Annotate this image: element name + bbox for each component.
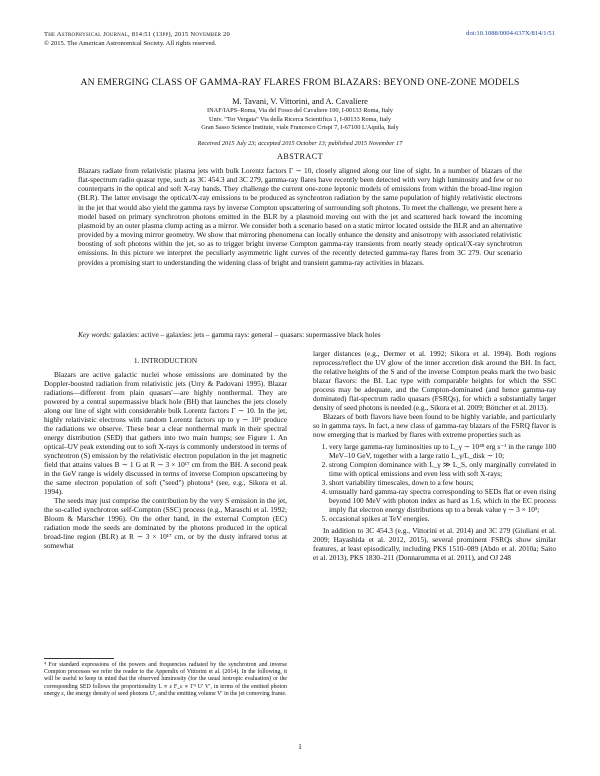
keywords-label: Key words: <box>78 330 112 339</box>
right-column <box>313 349 556 562</box>
footnote: ⁴ For standard expressions of the powers and frequencies radiated by the synchrotron and inverse Compton processes we refer the reader to the Appendix of Vittorini et al. (2014). In the following, it will be useful to keep in mind that the observed luminosity (for the usual isotropic evaluation) or the corresponding SED follows the proportionality L ∝ ε F_ε ∝ Γ⁴ U′ V′, in terms of the emitted photon energy ε, the energy density of seed photons U′, and the emitting volume V′ in the jet comoving frame. <box>44 662 287 697</box>
running-header <box>44 30 230 48</box>
publication-dates: Received 2015 July 23; accepted 2015 October 13; published 2015 November 17 <box>197 140 403 147</box>
affiliation-3: Gran Sasso Science Institute, viale Francesco Crispi 7, I-67100 L'Aquila, Italy <box>201 124 399 132</box>
list-item: 2. strong Compton dominance with L_γ ≫ L_S, only marginally correlated in time with optical emissions and even less with soft X-rays; <box>329 460 556 478</box>
journal-line: The Astrophysical Journal, 814:51 (13pp), 2015 November 20 <box>44 31 231 38</box>
body-paragraph: In addition to 3C 454.3 (e.g., Vittorini et al. 2014) and 3C 279 (Giuliani et al. 2009; Hayashida et al. 2012, 2015), several prominent FSRQs show similar features, at least episodically, including PKS 1510–089 (Abdo et al. 2010a; Saito et al. 2013), PKS 1830–211 (Donnarumma et al. 2011), and OJ 248 <box>313 526 556 562</box>
abstract-heading: ABSTRACT <box>277 152 323 161</box>
section-heading: 1. INTRODUCTION <box>133 356 198 365</box>
copyright-line: © 2015. The American Astronomical Society. All rights reserved. <box>44 40 217 47</box>
paper-title: AN EMERGING CLASS OF GAMMA-RAY FLARES FROM BLAZARS: BEYOND ONE-ZONE MODELS <box>80 77 520 88</box>
footnote-rule <box>44 658 114 659</box>
doi-link[interactable]: doi:10.1088/0004-637X/814/1/51 <box>466 30 555 37</box>
list-item: 4. unusually hard gamma-ray spectra corresponding to SEDs flat or even rising beyond 100 MeV with photon index as hard as 1.6, which in the EC process imply flat electron energy distributions up to a break value γ ∼ 3 × 10³; <box>329 487 556 514</box>
page-number: 1 <box>298 742 302 751</box>
list-item: 3. short variability timescales, down to a few hours; <box>329 478 556 487</box>
property-list <box>313 442 556 523</box>
affiliations <box>44 107 556 133</box>
body-paragraph: larger distances (e.g., Dermer et al. 1992; Sikora et al. 1994). Both regions reprocess/reflect the UV glow of the inner accretion disk around the BH. In fact, the relative heights of the S and of the inverse Compton peaks mark the two basic blazar flavors: the BL Lac type with comparable heights for which the SSC process may be adequate, and the Compton-dominated (and hence gamma-ray dominated) flat-spectrum radio quasars (FSRQs), for which a substantially larger density of seed photons is needed (e.g., Sikora et al. 2009; Böttcher et al. 2013). <box>313 349 556 412</box>
author-list: M. Tavani, V. Vittorini, and A. Cavaliere <box>232 97 368 106</box>
affiliation-2: Univ. "Tor Vergata" Via della Ricerca Scientifica 1, I-00133 Roma, Italy <box>208 115 392 123</box>
keywords <box>78 330 522 339</box>
body-paragraph: The seeds may just comprise the contribution by the very S emission in the jet, the so-called synchrotron self-Compton (SSC) process (e.g., Maraschi et al. 1992; Bloom & Marscher 1996). On the other hand, in the external Compton (EC) radiation mode the seeds are dominated by the photons produced in the optical broad-line region (BLR) at R ∼ 3 × 10¹⁷ cm, or by the dusty infrared torus at somewhat <box>44 496 287 550</box>
body-paragraph: Blazars of both flavors have been found to be highly variable, and particularly so in gamma rays. In fact, a new class of gamma-ray blazars of the FSRQ flavor is now emerging that is marked by flares with extreme properties such as <box>313 412 556 439</box>
body-paragraph: Blazars are active galactic nuclei whose emissions are dominated by the Doppler-boosted radiation from relativistic jets (Urry & Padovani 1995). Blazar radiations—different from plain quasars'—are highly nonthermal. They are powered by a central supermassive black hole (BH) that launches the jets closely along our line of sight with considerable bulk Lorentz factors Γ ∼ 10. In the jet, highly relativistic electrons with random Lorentz factors up to γ ∼ 10³ produce the radiations we observe. These bear a clear nonthermal mark in their spectral energy distribution (SED) that gathers into two main humps; see Figure 1. An optical–UV peak extending out to soft X-rays is commonly understood in terms of synchrotron (S) emission by the relativistic electron population in the jet magnetic field that attains values B ∼ 1 G at R ∼ 3 × 10¹⁷ cm from the BH. A second peak in the GeV range is widely discussed in terms of inverse Compton upscattering by the same electron population of soft ("seed") photons⁴ (see, e.g., Sikora et al. 1994). <box>44 370 287 496</box>
affiliation-1: INAF/IAPS–Roma, Via del Fosso del Cavaliere 100, I-00133 Roma, Italy <box>207 107 393 114</box>
left-column <box>44 349 287 550</box>
list-item: 1. very large gamma-ray luminosities up to L_γ ∼ 10⁴⁸ erg s⁻¹ in the range 100 MeV–10 GeV, together with a large ratio L_γ/L_disk ∼ 10; <box>329 442 556 460</box>
abstract-text: Blazars radiate from relativistic plasma jets with bulk Lorentz factors Γ ∼ 10, closely aligned along our line of sight. In a number of blazars of the flat-spectrum radio quasar type, such as 3C 454.3 and 3C 279, gamma-ray flares have recently been detected with very high luminosity and few or no counterparts in the optical and soft X-ray bands. They challenge the current one-zone leptonic models of emissions from within the broad-line region (BLR). The latter envisage the optical/X-ray emissions to be produced as synchrotron radiation by the same population of highly relativistic electrons in the jet that would also yield the gamma rays by inverse Compton upscattering of surrounding soft photons. To meet the challenge, we present here a model based on primary synchrotron photons emitted in the BLR by a plasmoid moving out with the jet and scattered back toward the incoming plasmoid by an outer plasma clump acting as a mirror. We consider both a scenario based on a static mirror located outside the BLR and an alternative provided by a moving mirror geometry. We show that mirroring phenomena can locally enhance the density and anisotropy with associated relativistic boosting of soft photons within the jet, so as to trigger bright inverse Compton gamma-ray transients from nearly steady optical/X-ray synchrotron emissions. In this picture we interpret the peculiarly asymmetric light curves of the recently detected gamma-ray flares from 3C 279. Our scenario provides a promising start to understanding the widening class of bright and transient gamma-ray activities in blazars. <box>78 166 522 267</box>
keywords-list: galaxies: active – galaxies: jets – gamma rays: general – quasars: supermassive black holes <box>113 330 381 339</box>
list-item: 5. occasional spikes at TeV energies. <box>329 514 556 523</box>
